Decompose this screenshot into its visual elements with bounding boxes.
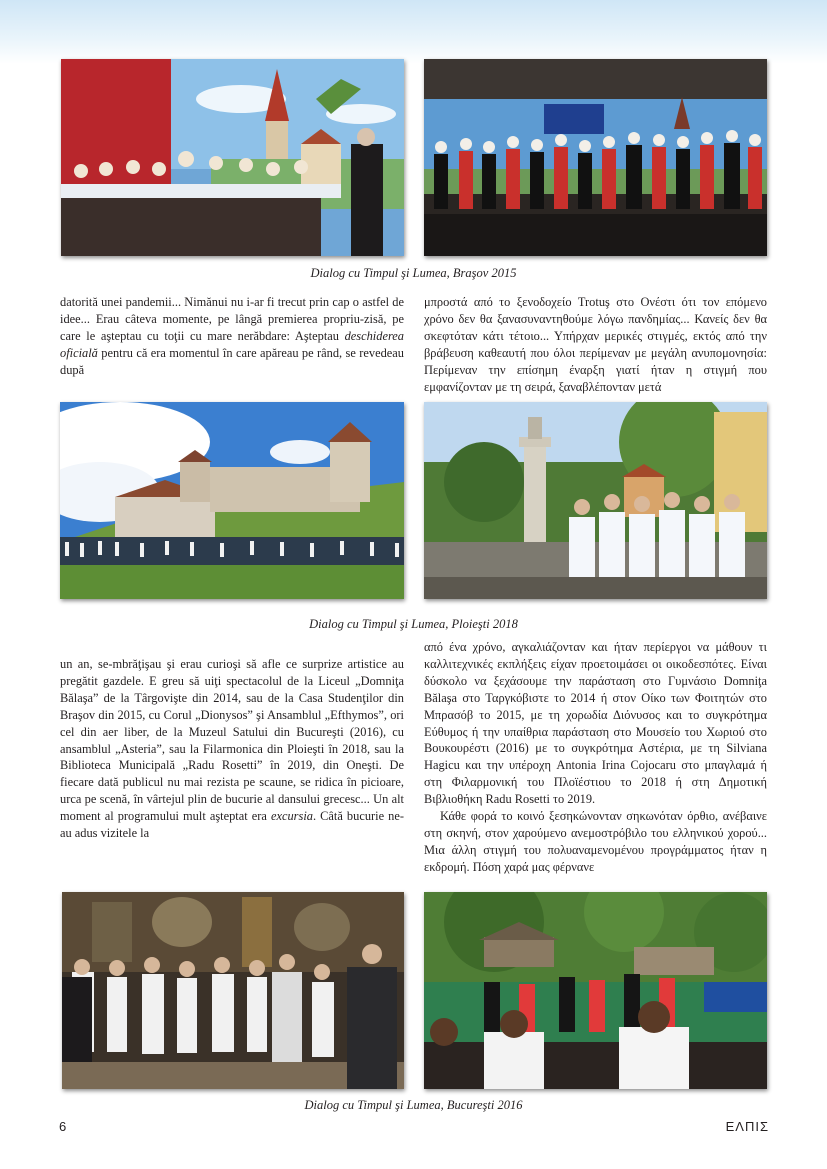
text-romanian-2-emphasis: excursia — [270, 809, 313, 824]
text-romanian-1 — [60, 294, 404, 379]
text-greek-1 — [424, 294, 767, 395]
text-greek-2 — [424, 639, 767, 876]
text-romanian-1-b: pentru că era momentul în care apăreau pe rând, se revedeau după — [60, 345, 404, 377]
text-greek-2-paragraph-2: Κάθε φορά το κοινό ξεσηκώνονταν σηκωνόταν όρθιο, ανέβαινε στη σκηνή, στον χαρούμενο ανεμοστρόβιλο του ελληνικού χορού... Μια άλλη στιγμή του πολυαναμενομένου προγράμματος ήταν η εκδρομή. Πόση χαρά μας φέρνανε — [424, 809, 767, 874]
magazine-name: ΕΛΠΙΣ — [725, 1119, 769, 1134]
text-romanian-2-a: un an, se-mbrăţişau şi erau curioşi să afle ce surprize artistice au pregătit gazdele. E greu să uiţi spectacolul de la Liceul „Domniţa Bălaşa” de la Târgovişte din 2014, sau de la Casa Studenţilor din Braşov din 2015, cu Corul „Dionysos” şi Ansamblul „Efthymos”, ori cel din aer liber, de la Muzeul Satului din Bucureşti (2016), cu ansamblul „Asteria”, sau la Filarmonica din Ploieşti în 2018, sau la Biblioteca Municipală „Radu Rosetti” în 2019, din Oneşti. De fiecare dată publicul nu mai rezista pe scaune, se ridica în picioare, urca pe scenă, în vârtejul plin de bucurie al dansului grecesc... Un alt moment al programului mult aşteptat era — [60, 657, 404, 824]
photo-bucuresti-village-museum — [424, 892, 767, 1089]
text-greek-2-paragraph-1: από ένα χρόνο, αγκαλιάζονταν και ήταν περίεργοι να μάθουν τι καλλιτεχνικές εκπλήξεις είχαν προετοιμάσει οι οικοδεσπότες. Είναι δύσκολο να ξεχάσουμε την παράσταση στο Γυμνάσιο Domniţa Bălaşa στο Ταργκόβιστε το 2014 ή στον Οίκο των Φοιτητών στο Μπρασόβ το 2015, με τη χορωδία Διόνυσος και το συγκρότημα Εύθυμος ή την υπαίθρια παράσταση στο Μουσείο του Χωριού στο Βουκουρέστι (2016) με το συγκρότημα Αστέρια, με τη Silviana Hagicu και την υπέροχη Antonia Irina Cojocaru στο μπαγλαμά ή στη Φιλαρμονική του Πλοϊέστιου το 2018 ή στη Δημοτική Βιβλιοθήκη Radu Rosetti το 2019. — [424, 640, 767, 807]
caption-brasov: Dialog cu Timpul şi Lumea, Braşov 2015 — [310, 266, 517, 280]
text-romanian-2 — [60, 656, 404, 842]
photo-ploiesti-students — [424, 402, 767, 599]
photo-bucuresti-church — [62, 892, 404, 1089]
text-romanian-2-b: . Câtă bucurie ne-au adus vizitele la — [60, 809, 404, 841]
top-gradient-band — [0, 0, 827, 64]
text-romanian-1-emphasis: deschiderea oficială — [60, 328, 404, 360]
caption-ploiesti: Dialog cu Timpul şi Lumea, Ploieşti 2018 — [309, 617, 518, 631]
page-number: 6 — [59, 1119, 67, 1134]
photo-brasov-dancers — [424, 59, 767, 256]
photo-brasov-choir — [61, 59, 404, 256]
text-romanian-1-a: datorită unei pandemii... Nimănui nu i-ar fi trecut prin cap o astfel de idee... Erau câteva momente, pe lângă premierea propriu-zisă, pe care le aşteptau cu toţii cu mare nerăbdare: Aşteptau — [60, 295, 404, 343]
caption-bucuresti: Dialog cu Timpul şi Lumea, Bucureşti 2016 — [304, 1098, 523, 1112]
photo-rasnov-fortress — [60, 402, 404, 599]
text-greek-1-paragraph: μπροστά από το ξενοδοχείο Trotuş στο Ονέστι ότι τον επόμενο χρόνο δεν θα ξανασυναντηθούμε λόγω πανδημίας... Κανείς δεν θα σκεφτόταν κάτι τέτοιο... Υπήρχαν μερικές στιγμές, εκτός από την βράβευση καθεαυτή που όλοι περίμεναν με μεγάλη ανυπομονησία: Περίμεναν την επίσημη έναρξη γιατί ήταν η στιγμή που εμφανίζονταν με τη σειρά, ξαναβλέπονταν μετά — [424, 295, 767, 394]
